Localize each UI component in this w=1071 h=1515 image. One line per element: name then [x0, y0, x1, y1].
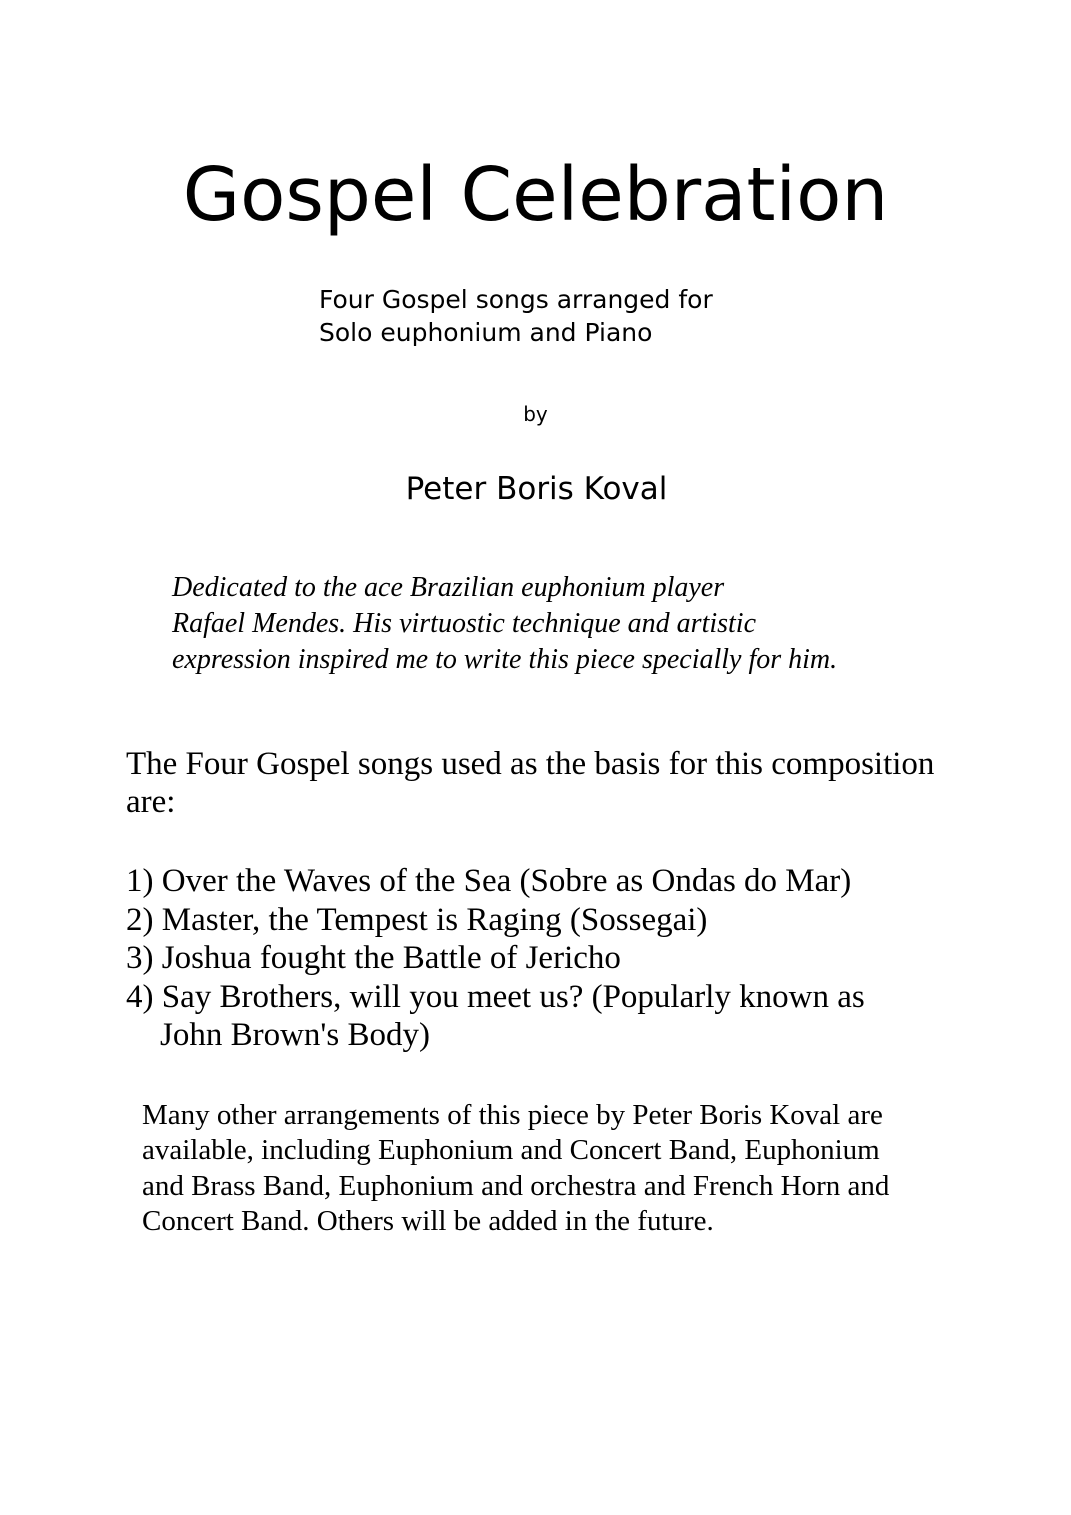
intro-line: are:	[126, 784, 176, 820]
other-arrangements-line: available, including Euphonium and Concert Band, Euphonium	[142, 1134, 880, 1167]
subtitle-line: Solo euphonium and Piano	[319, 318, 653, 347]
subtitle-line: Four Gospel songs arranged for	[319, 285, 713, 314]
intro-line: The Four Gospel songs used as the basis for this composition	[126, 746, 935, 782]
song-item-4-line2: John Brown's Body)	[160, 1017, 430, 1053]
dedication	[172, 570, 837, 678]
songs-intro	[126, 745, 934, 821]
composer-name: Peter Boris Koval	[405, 471, 668, 507]
song-item-4	[126, 978, 865, 1055]
song-item-1: 1) Over the Waves of the Sea (Sobre as Ondas do Mar)	[126, 863, 852, 899]
song-item-3: 3) Joshua fought the Battle of Jericho	[126, 940, 621, 976]
dedication-line: expression inspired me to write this piece specially for him.	[172, 644, 838, 675]
song-list	[126, 862, 865, 1055]
other-arrangements-line: Many other arrangements of this piece by Peter Boris Koval are	[142, 1099, 883, 1131]
subtitle	[319, 283, 713, 349]
song-item-2: 2) Master, the Tempest is Raging (Sossegai)	[126, 901, 708, 938]
other-arrangements	[142, 1098, 889, 1239]
other-arrangements-line: and Brass Band, Euphonium and orchestra and French Horn and	[142, 1169, 890, 1202]
page-title: Gospel Celebration	[182, 152, 889, 238]
other-arrangements-line: Concert Band. Others will be added in the future.	[142, 1204, 714, 1237]
dedication-line: Rafael Mendes. His virtuostic technique and artistic	[172, 608, 757, 639]
song-item-4-line1: 4) Say Brothers, will you meet us? (Popularly known as	[126, 978, 865, 1015]
by-label: by	[523, 402, 548, 426]
dedication-line: Dedicated to the ace Brazilian euphonium player	[172, 572, 725, 603]
